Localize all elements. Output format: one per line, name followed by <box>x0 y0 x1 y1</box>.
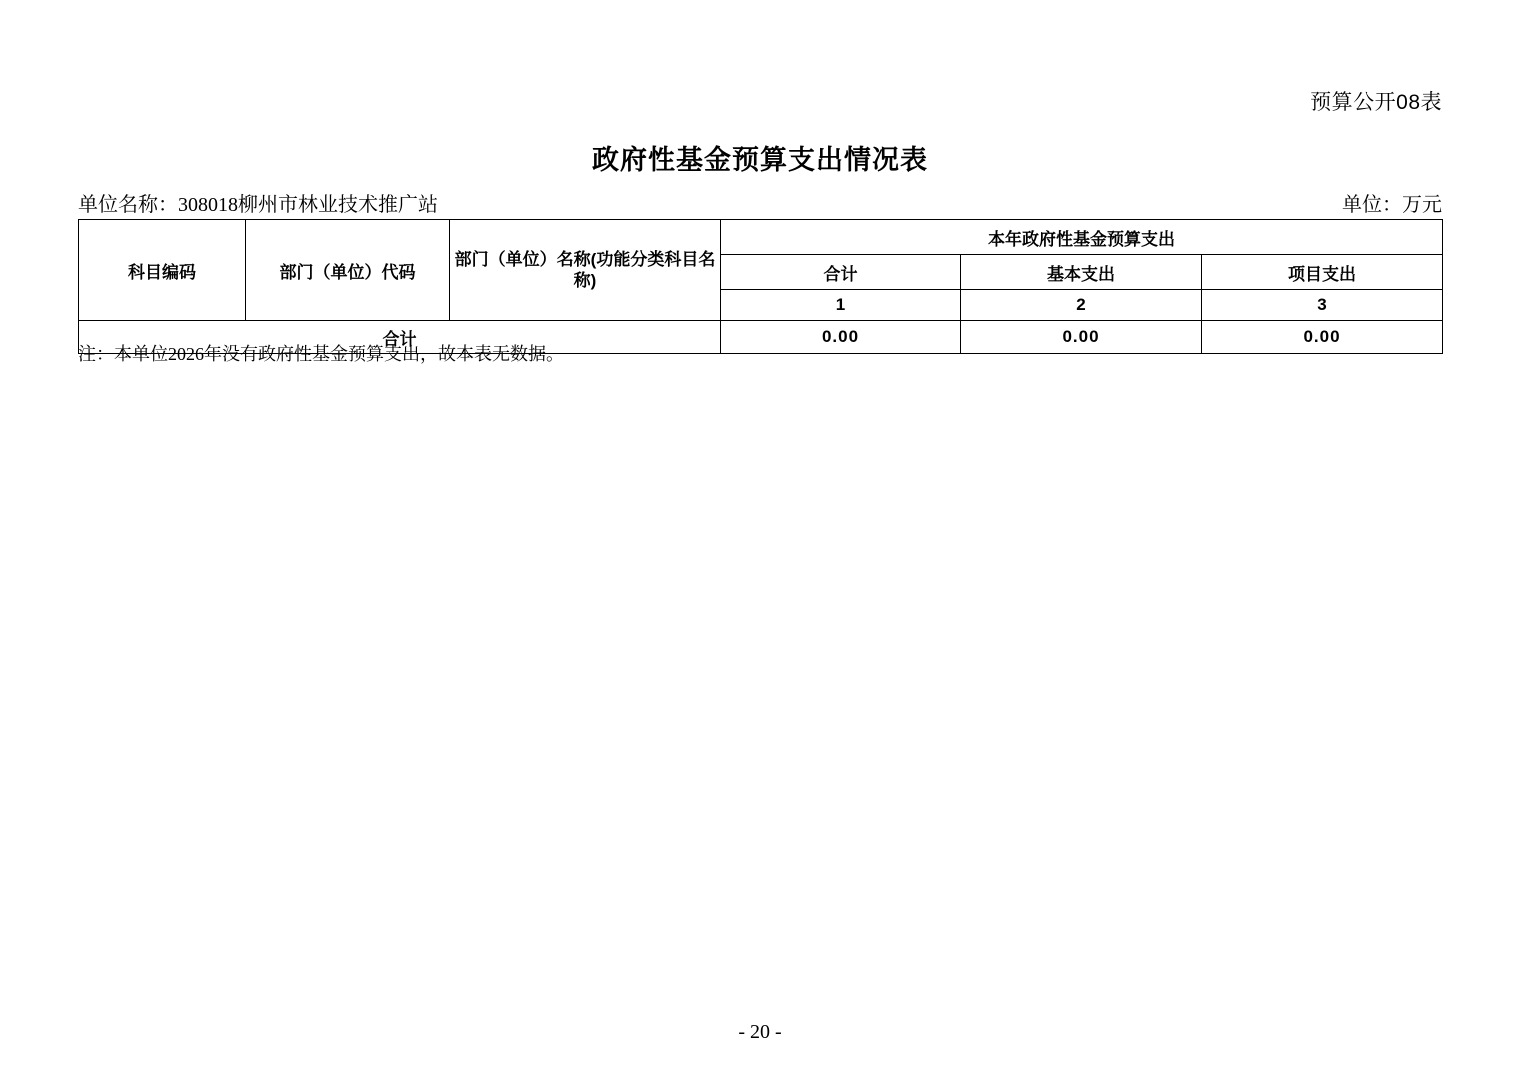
total-row-value-total: 0.00 <box>721 321 961 354</box>
column-header-basic: 基本支出 <box>961 255 1202 290</box>
column-header-dept-code: 部门（单位）代码 <box>246 220 450 321</box>
page-number: - 20 - <box>738 1021 782 1043</box>
column-header-dept-name: 部门（单位）名称(功能分类科目名称) <box>450 220 721 321</box>
unit-name-value: 308018柳州市林业技术推广站 <box>178 194 438 216</box>
column-header-project: 项目支出 <box>1202 255 1443 290</box>
column-index-1: 1 <box>721 290 961 321</box>
unit-name-label: 单位名称： <box>78 194 178 216</box>
unit-name <box>78 188 438 217</box>
table-header-row-main <box>79 220 1443 255</box>
column-header-group: 本年政府性基金预算支出 <box>721 220 1443 255</box>
column-index-2: 2 <box>961 290 1202 321</box>
page-title: 政府性基金预算支出情况表 <box>592 145 928 175</box>
budget-table <box>78 219 1443 354</box>
total-row-label: 合计 <box>79 321 721 354</box>
meta-row <box>78 188 1442 214</box>
form-code-label: 预算公开08表 <box>1310 91 1442 114</box>
column-header-subject-code: 科目编码 <box>79 220 246 321</box>
column-index-3: 3 <box>1202 290 1443 321</box>
total-row-value-project: 0.00 <box>1202 321 1443 354</box>
total-row-value-basic: 0.00 <box>961 321 1202 354</box>
column-header-total: 合计 <box>721 255 961 290</box>
amount-unit-label: 单位：万元 <box>1342 194 1442 216</box>
table-note: 注：本单位2026年没有政府性基金预算支出，故本表无数据。 <box>78 344 564 364</box>
